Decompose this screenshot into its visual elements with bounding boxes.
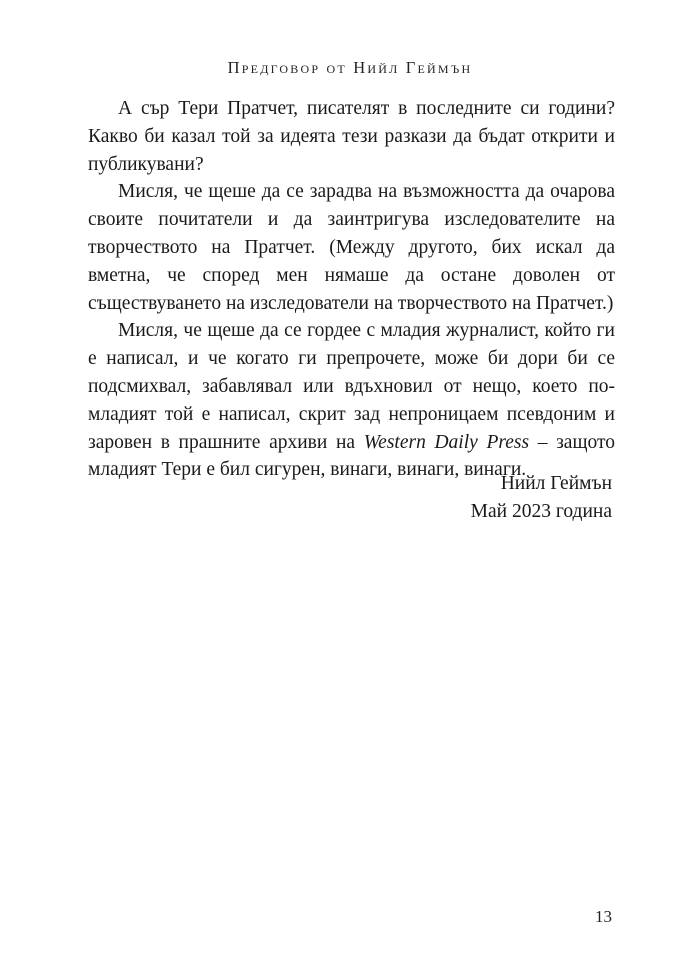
running-head: Предговор от Нийл Геймън — [227, 58, 473, 77]
paragraph-1-text: А сър Тери Пратчет, писателят в последните си години? Какво би казал той за идеята тези разкази да бъдат открити и публикувани? — [88, 98, 615, 175]
paragraph-3 — [88, 317, 615, 484]
author-name: Нийл Геймън — [500, 473, 612, 494]
paragraph-3-text-after: – защото младият Тери е бил сигурен, винаги, винаги, винаги. — [88, 431, 615, 481]
paragraph-2 — [88, 178, 615, 317]
page-number: 13 — [595, 907, 612, 926]
paragraph-3-text-before: Мисля, че щеше да се гордее с младия журналист, който ги е написал, и че когато ги препрочете, може би дори би се подсмихвал, забавлявал или вдъхновил от нещо, което по-младият той е написал, скрит зад непроницаем псевдоним и заровен в прашните архиви на — [88, 320, 615, 453]
paragraph-1 — [88, 95, 615, 178]
paragraph-2-text: Мисля, че щеше да се зарадва на възможността да очарова своите почитатели и да заинтригува изследователите на творчеството на Пратчет. (Между другото, бих искал да вметна, че според мен нямаше да остане доволен от съществуването на изследователи на творчеството на Пратчет.) — [88, 181, 615, 314]
body-text — [88, 95, 615, 484]
newspaper-title: Western Daily Press — [363, 431, 530, 453]
signature-date: Май 2023 година — [470, 500, 612, 522]
signature-block — [471, 470, 612, 526]
